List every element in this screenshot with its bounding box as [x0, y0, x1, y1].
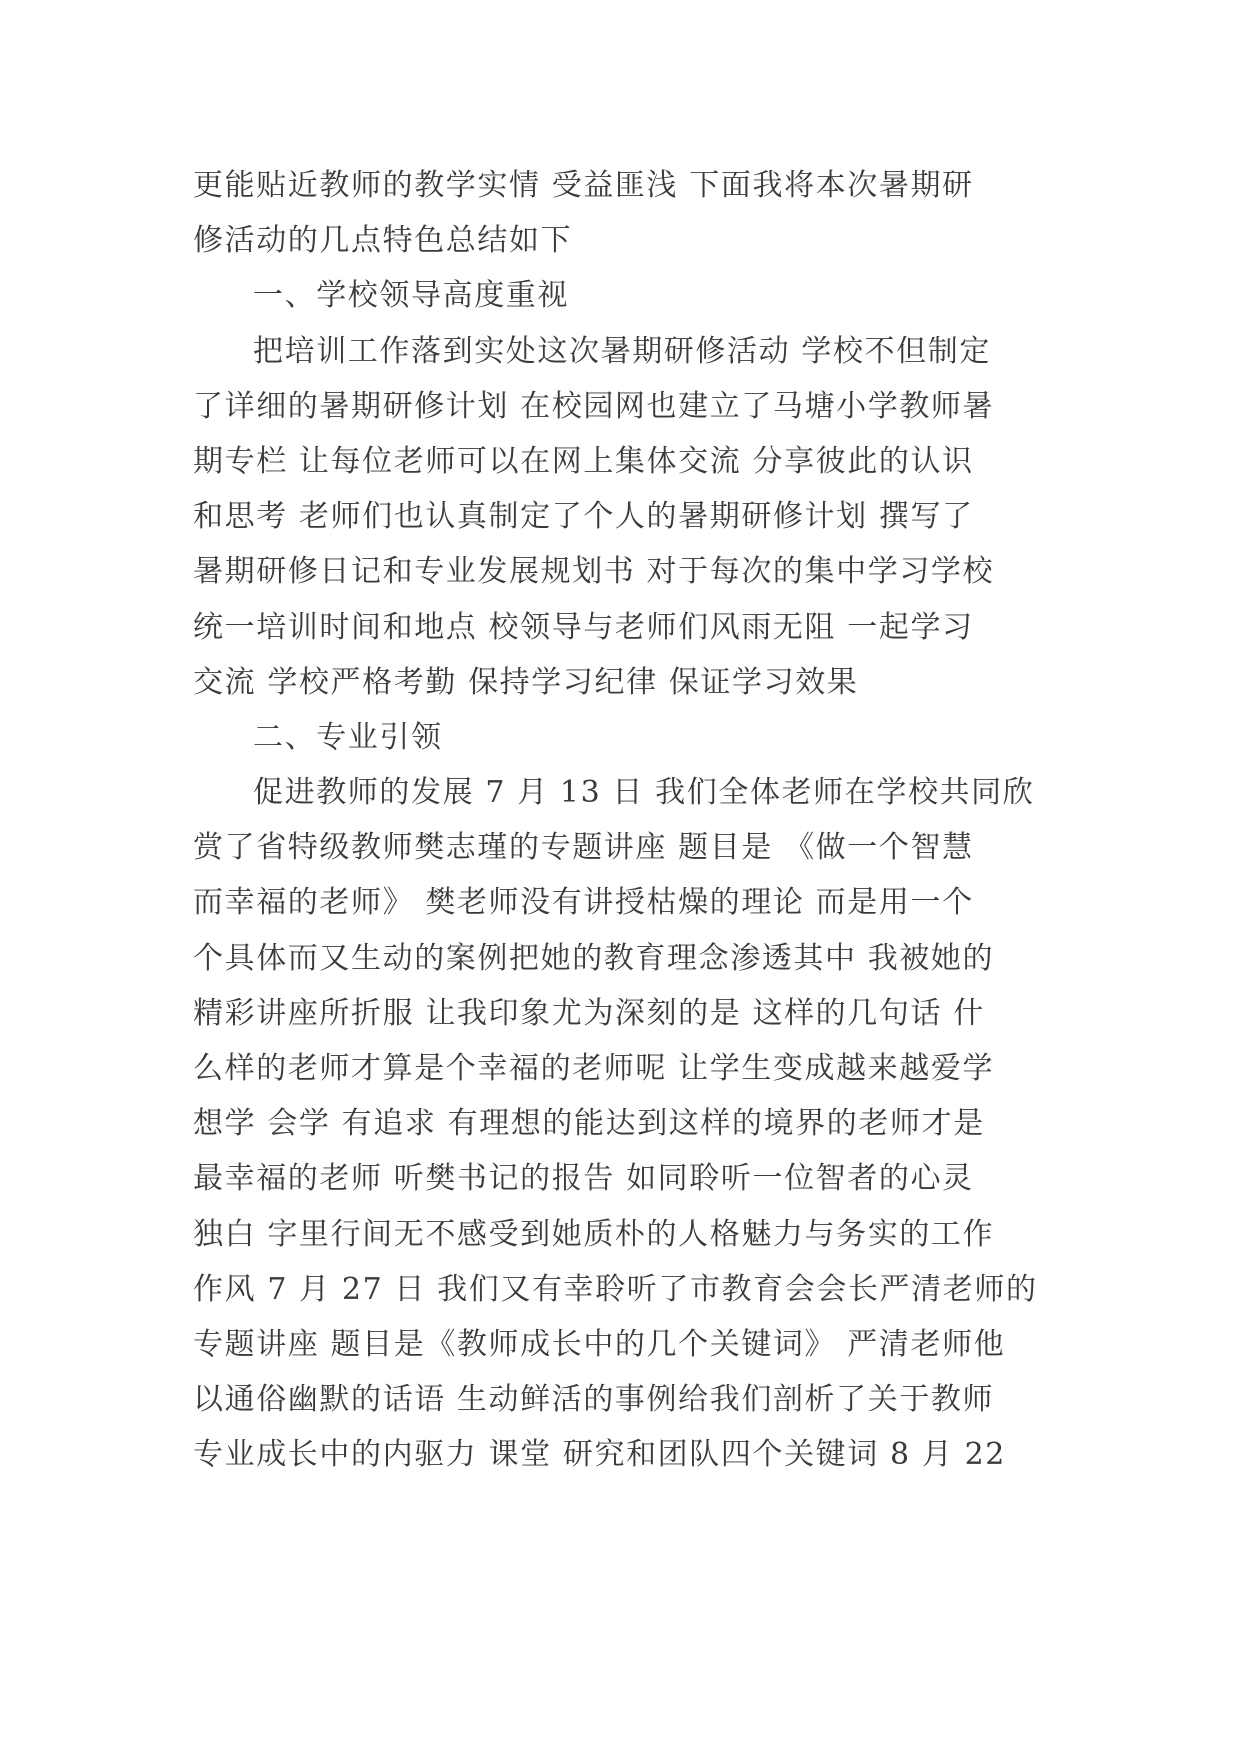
text-line: 精彩讲座所折服 让我印象尤为深刻的是 这样的几句话 什 — [193, 995, 985, 1031]
paragraph-start-line: 把培训工作落到实处这次暑期研修活动 学校不但制定 — [253, 333, 991, 369]
body-text — [193, 158, 1063, 1483]
text-line: 更能贴近教师的教学实情 受益匪浅 下面我将本次暑期研 — [193, 168, 974, 203]
text-line: 个具体而又生动的案例把她的教育理念渗透其中 我被她的 — [193, 940, 995, 976]
text-line: 作风 7 月 27 日 我们又有幸聆听了市教育会会长严清老师的 — [193, 1271, 1038, 1307]
text-line: 专题讲座 题目是《教师成长中的几个关键词》 严清老师他 — [193, 1326, 1006, 1362]
text-line: 了详细的暑期研修计划 在校园网也建立了马塘小学教师暑 — [193, 388, 995, 424]
text-line: 专业成长中的内驱力 课堂 研究和团队四个关键词 8 月 22 — [193, 1437, 1006, 1473]
text-line: 而幸福的老师》 樊老师没有讲授枯燥的理论 而是用一个 — [193, 885, 974, 921]
paragraph-start-line: 促进教师的发展 7 月 13 日 我们全体老师在学校共同欣 — [253, 775, 1035, 811]
text-line: 想学 会学 有追求 有理想的能达到这样的境界的老师才是 — [193, 1106, 985, 1142]
text-line: 么样的老师才算是个幸福的老师呢 让学生变成越来越爱学 — [193, 1051, 995, 1086]
text-line: 和思考 老师们也认真制定了个人的暑期研修计划 撰写了 — [193, 499, 974, 535]
text-line: 期专栏 让每位老师可以在网上集体交流 分享彼此的认识 — [193, 443, 974, 479]
text-line: 统一培训时间和地点 校领导与老师们风雨无阻 一起学习 — [193, 609, 974, 645]
text-line: 交流 学校严格考勤 保持学习纪律 保证学习效果 — [193, 664, 859, 700]
text-line: 赏了省特级教师樊志瑾的专题讲座 题目是 《做一个智慧 — [193, 830, 974, 866]
text-line: 修活动的几点特色总结如下 — [193, 223, 573, 259]
paragraph-start-line: 一、学校领导高度重视 — [253, 278, 569, 314]
text-line: 最幸福的老师 听樊书记的报告 如同聆听一位智者的心灵 — [193, 1161, 974, 1197]
text-line: 暑期研修日记和专业发展规划书 对于每次的集中学习学校 — [193, 554, 995, 590]
text-line: 独白 字里行间无不感受到她质朴的人格魅力与务实的工作 — [193, 1216, 995, 1252]
paragraph-start-line: 二、专业引领 — [253, 719, 443, 755]
text-line: 以通俗幽默的话语 生动鲜活的事例给我们剖析了关于教师 — [193, 1382, 995, 1418]
